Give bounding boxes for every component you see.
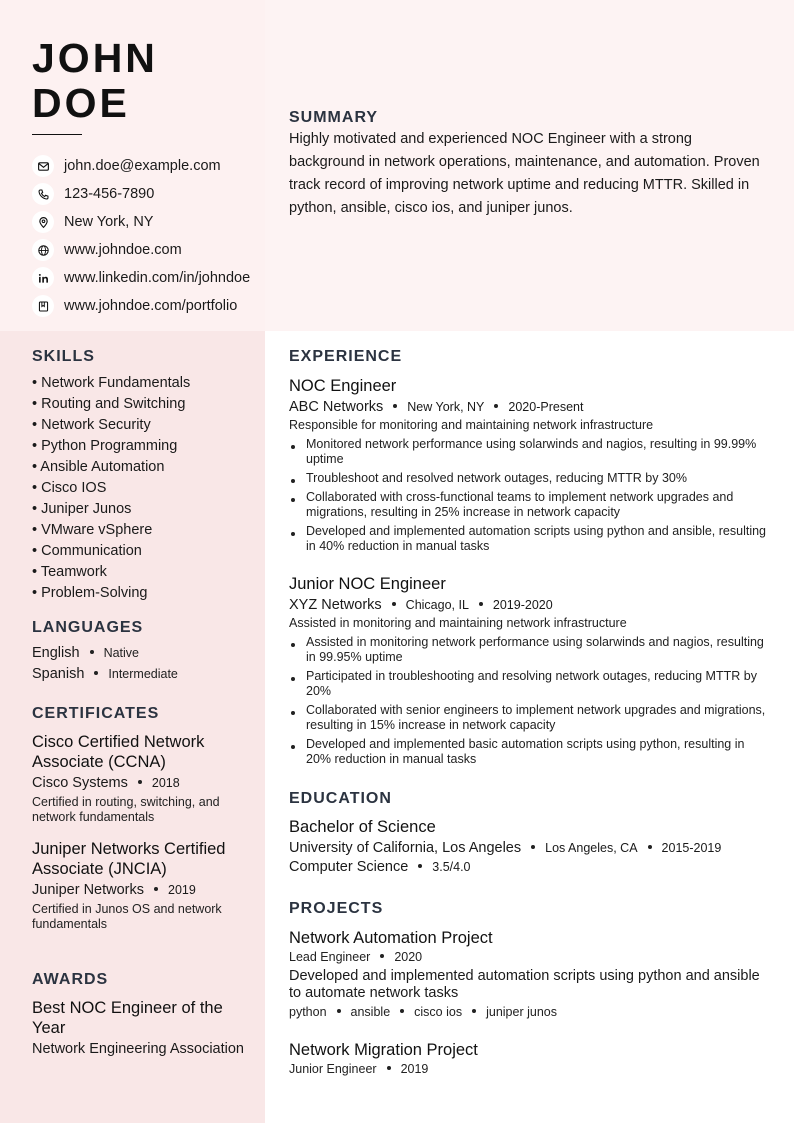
- contact-list: [32, 152, 272, 320]
- languages-heading: LANGUAGES: [32, 619, 144, 636]
- job-dates: 2019-2020: [492, 598, 553, 612]
- contact-location-text: New York, NY: [64, 214, 154, 230]
- summary-text: Highly motivated and experienced NOC Engineer with a strong background in network operations, maintenance, and automation. Proven track record of improving network uptime and reducing MTTR. Skilled in python, ansible, cisco ios, and juniper junos.: [289, 131, 760, 216]
- certificate-desc: Certified in routing, switching, and network fundamentals: [32, 795, 220, 824]
- separator-dot: [380, 954, 384, 958]
- separator-dot: [387, 1066, 391, 1070]
- education-degree: Bachelor of Science: [289, 818, 436, 836]
- education-gpa: 3.5/4.0: [432, 860, 471, 874]
- certificate-org: Juniper Networks: [32, 882, 145, 898]
- portfolio-icon: [32, 295, 54, 317]
- job-title: NOC Engineer: [289, 377, 397, 395]
- skill-item: • Network Security: [32, 417, 151, 433]
- separator-dot: [531, 845, 535, 849]
- skills-heading: SKILLS: [32, 348, 95, 365]
- project-item: [289, 1040, 769, 1076]
- project-tag: juniper junos: [486, 1005, 557, 1019]
- project-meta: [289, 1062, 769, 1076]
- job-dates: 2020-Present: [508, 400, 584, 414]
- location-pin-icon: [32, 211, 54, 233]
- job-bullets: [289, 437, 769, 554]
- globe-icon: [32, 239, 54, 261]
- certificate-name: Cisco Certified Network Associate (CCNA): [32, 733, 205, 771]
- project-role: Lead Engineer: [289, 950, 371, 964]
- separator-dot: [337, 1009, 341, 1013]
- phone-icon: [32, 183, 54, 205]
- separator-dot: [648, 845, 652, 849]
- certificate-meta: [32, 775, 247, 791]
- job-company: ABC Networks: [289, 399, 384, 415]
- education-heading: EDUCATION: [289, 790, 392, 807]
- job-bullet: Assisted in monitoring network performance using solarwinds and nagios, resulting in 99.95% uptime: [289, 635, 769, 665]
- project-year: 2019: [400, 1062, 429, 1076]
- education-dates: 2015-2019: [661, 841, 722, 855]
- project-tag: cisco ios: [414, 1005, 463, 1019]
- separator-dot: [418, 864, 422, 868]
- contact-phone[interactable]: [32, 180, 272, 208]
- job-meta: [289, 399, 769, 415]
- job-bullet: Collaborated with senior engineers to implement network upgrades and migrations, resulting in 15% increase in network capacity: [289, 703, 769, 733]
- skill-item: • Network Fundamentals: [32, 375, 191, 391]
- linkedin-icon: [32, 267, 54, 289]
- certificate-item: [32, 732, 247, 825]
- job-bullet: Monitored network performance using solarwinds and nagios, resulting in 99.99% uptime: [289, 437, 769, 467]
- skill-item: • Ansible Automation: [32, 459, 165, 475]
- languages-list: [32, 645, 247, 687]
- education-location: Los Angeles, CA: [545, 841, 638, 855]
- language-name: Spanish: [32, 666, 85, 682]
- award-name: Best NOC Engineer of the Year: [32, 999, 223, 1037]
- certificate-year: 2019: [168, 883, 196, 897]
- certificates-heading: CERTIFICATES: [32, 705, 160, 722]
- project-tags: [289, 1005, 769, 1019]
- awards-heading: AWARDS: [32, 971, 109, 988]
- separator-dot: [90, 650, 94, 654]
- contact-portfolio-text: www.johndoe.com/portfolio: [64, 298, 238, 314]
- certificate-org: Cisco Systems: [32, 775, 128, 791]
- separator-dot: [494, 404, 498, 408]
- job-bullet: Developed and implemented automation scripts using python and ansible, resulting in 40% reduction in manual tasks: [289, 524, 769, 554]
- job-company: XYZ Networks: [289, 597, 382, 613]
- contact-website[interactable]: [32, 236, 272, 264]
- skill-item: • Problem-Solving: [32, 585, 148, 601]
- job-bullet: Developed and implemented basic automation scripts using python, resulting in 20% reduction in manual tasks: [289, 737, 769, 767]
- education-meta: [289, 840, 769, 856]
- skill-item: • Juniper Junos: [32, 501, 132, 517]
- language-level: Intermediate: [108, 667, 178, 681]
- job-bullet: Troubleshoot and resolved network outages, reducing MTTR by 30%: [289, 471, 769, 486]
- certificate-meta: [32, 882, 247, 898]
- education-field: Computer Science: [289, 859, 409, 875]
- award-org: Network Engineering Association: [32, 1041, 244, 1057]
- job-location: Chicago, IL: [405, 598, 469, 612]
- job-bullet: Participated in troubleshooting and resolving network outages, reducing MTTR by 20%: [289, 669, 769, 699]
- contact-email[interactable]: [32, 152, 272, 180]
- separator-dot: [472, 1009, 476, 1013]
- job-bullet: Collaborated with cross-functional teams to implement network upgrades and migrations, resulting in 25% increase in network capacity: [289, 490, 769, 520]
- project-desc: Developed and implemented automation scripts using python and ansible to automate network tasks: [289, 968, 760, 1001]
- job-bullets: [289, 635, 769, 767]
- skill-item: • Communication: [32, 543, 142, 559]
- last-name: DOE: [32, 80, 130, 126]
- project-year: 2020: [394, 950, 423, 964]
- skill-item: • Routing and Switching: [32, 396, 186, 412]
- certificate-desc: Certified in Junos OS and network fundamentals: [32, 902, 222, 931]
- experience-heading: EXPERIENCE: [289, 348, 403, 365]
- language-item: [32, 666, 247, 687]
- project-tag: ansible: [350, 1005, 391, 1019]
- certificate-name: Juniper Networks Certified Associate (JNCIA): [32, 840, 226, 878]
- project-name: Network Automation Project: [289, 929, 493, 947]
- skills-list: [32, 373, 247, 604]
- language-item: [32, 645, 247, 666]
- job-responsibility: Responsible for monitoring and maintaining network infrastructure: [289, 418, 654, 432]
- education-item: [289, 817, 769, 875]
- separator-dot: [138, 780, 142, 784]
- separator-dot: [479, 602, 483, 606]
- skill-item: • VMware vSphere: [32, 522, 153, 538]
- separator-dot: [400, 1009, 404, 1013]
- mail-icon: [32, 155, 54, 177]
- project-name: Network Migration Project: [289, 1041, 478, 1059]
- education-field-row: [289, 859, 769, 875]
- contact-location: [32, 208, 272, 236]
- contact-phone-text: 123-456-7890: [64, 186, 155, 202]
- project-meta: [289, 950, 769, 964]
- certificate-item: [32, 839, 247, 932]
- job-title: Junior NOC Engineer: [289, 575, 446, 593]
- skill-item: • Python Programming: [32, 438, 178, 454]
- contact-website-text: www.johndoe.com: [64, 242, 182, 258]
- skill-item: • Teamwork: [32, 564, 107, 580]
- name-divider: [32, 134, 82, 135]
- project-item: [289, 928, 769, 1019]
- projects-heading: PROJECTS: [289, 900, 384, 917]
- summary-heading: SUMMARY: [289, 109, 379, 126]
- education-school: University of California, Los Angeles: [289, 840, 522, 856]
- contact-email-text: john.doe@example.com: [64, 158, 221, 174]
- contact-linkedin-text: www.linkedin.com/in/johndoe: [64, 270, 251, 286]
- candidate-name: [32, 36, 158, 126]
- job-meta: [289, 597, 769, 613]
- skill-item: • Cisco IOS: [32, 480, 107, 496]
- contact-portfolio[interactable]: [32, 292, 272, 320]
- separator-dot: [392, 602, 396, 606]
- separator-dot: [393, 404, 397, 408]
- contact-linkedin[interactable]: [32, 264, 272, 292]
- job-location: New York, NY: [407, 400, 485, 414]
- project-role: Junior Engineer: [289, 1062, 377, 1076]
- language-level: Native: [103, 646, 139, 660]
- first-name: JOHN: [32, 35, 158, 81]
- project-tag: python: [289, 1005, 327, 1019]
- job-item: [289, 376, 769, 558]
- separator-dot: [154, 887, 158, 891]
- separator-dot: [94, 671, 98, 675]
- job-item: [289, 574, 769, 771]
- award-item: [32, 998, 247, 1058]
- certificate-year: 2018: [151, 776, 180, 790]
- language-name: English: [32, 645, 80, 661]
- job-responsibility: Assisted in monitoring and maintaining network infrastructure: [289, 616, 627, 630]
